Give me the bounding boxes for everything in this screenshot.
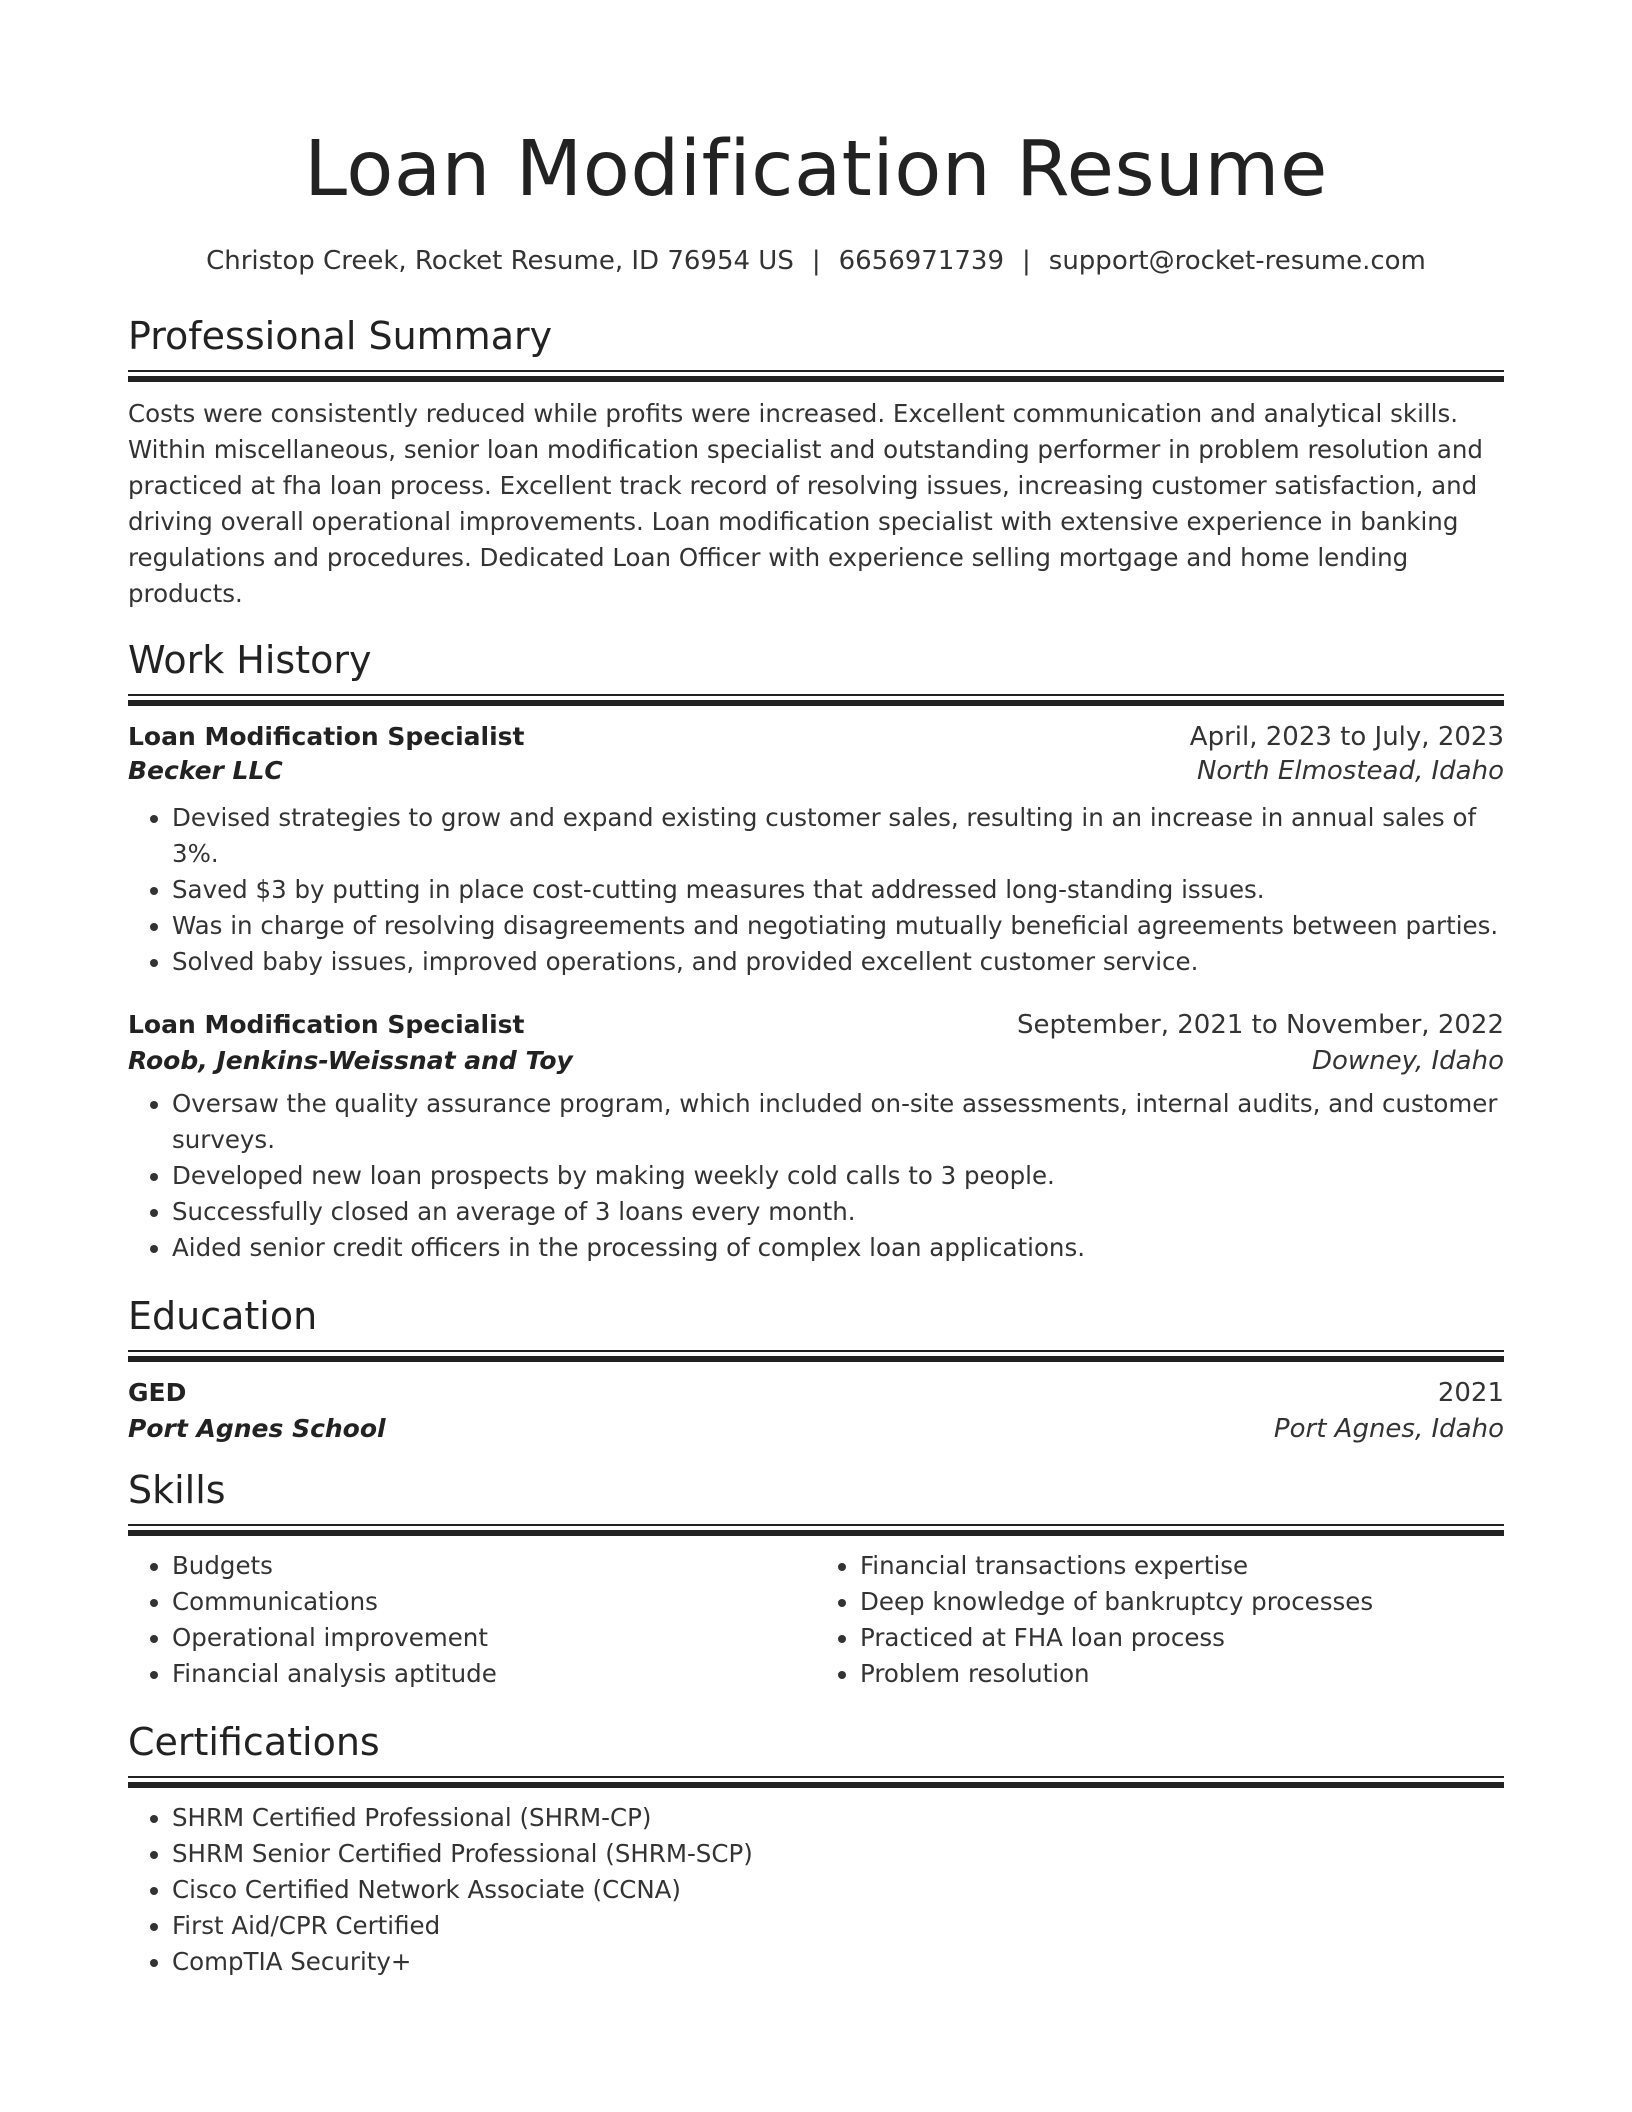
list-item: • Problem resolution	[860, 1656, 1504, 1692]
section-divider	[128, 1350, 1504, 1362]
list-item: • Was in charge of resolving disagreements and negotiating mutually beneficial agreements between parties.	[172, 908, 1504, 944]
education-location: Port Agnes, Idaho	[1273, 1414, 1504, 1444]
skills-columns	[128, 1548, 1504, 1692]
section-heading-skills: Skills	[128, 1468, 226, 1512]
skills-list-right	[816, 1548, 1504, 1692]
skills-list-left	[128, 1548, 816, 1692]
list-item: • Cisco Certified Network Associate (CCNA)	[172, 1872, 1504, 1908]
section-heading-work: Work History	[128, 638, 372, 682]
education-degree: GED	[128, 1378, 187, 1407]
job-dates: April, 2023 to July, 2023	[1189, 722, 1504, 752]
list-item: • Budgets	[172, 1548, 816, 1584]
work-history-section	[128, 636, 1504, 1266]
job-location: North Elmostead, Idaho	[1196, 756, 1504, 786]
job-dates: September, 2021 to November, 2022	[1017, 1010, 1504, 1040]
list-item: • CompTIA Security+	[172, 1944, 1504, 1980]
section-divider	[128, 694, 1504, 706]
contact-phone: 6656971739	[838, 246, 1005, 276]
list-item: • Saved $3 by putting in place cost-cutting measures that addressed long-standing issues.	[172, 872, 1504, 908]
list-item: • Developed new loan prospects by making weekly cold calls to 3 people.	[172, 1158, 1504, 1194]
job-entry	[128, 722, 1504, 980]
list-item: • Devised strategies to grow and expand existing customer sales, resulting in an increase in annual sales of 3%.	[172, 800, 1504, 872]
summary-section	[128, 312, 1504, 612]
list-item: • Deep knowledge of bankruptcy processes	[860, 1584, 1504, 1620]
contact-address: Christop Creek, Rocket Resume, ID 76954 US	[206, 246, 794, 276]
job-header-row	[128, 722, 1504, 752]
job-company: Becker LLC	[128, 756, 283, 785]
certifications-section	[128, 1718, 1504, 1980]
list-item: • SHRM Senior Certified Professional (SHRM-SCP)	[172, 1836, 1504, 1872]
job-bullet-list	[128, 800, 1504, 980]
job-company-row	[128, 756, 1504, 786]
section-divider	[128, 370, 1504, 382]
contact-email: support@rocket-resume.com	[1048, 246, 1426, 276]
section-heading-education: Education	[128, 1294, 318, 1338]
section-divider	[128, 1524, 1504, 1536]
contact-line	[128, 244, 1504, 278]
education-section	[128, 1292, 1504, 1444]
section-heading-certifications: Certifications	[128, 1720, 380, 1764]
section-divider	[128, 1776, 1504, 1788]
resume-title: Loan Modification Resume	[304, 125, 1328, 214]
certifications-list	[128, 1800, 1504, 1980]
contact-separator: |	[811, 246, 821, 276]
job-company-row	[128, 1046, 1504, 1076]
job-entry	[128, 1010, 1504, 1266]
education-school-row	[128, 1414, 1504, 1444]
skills-section	[128, 1466, 1504, 1692]
list-item: • Successfully closed an average of 3 loans every month.	[172, 1194, 1504, 1230]
list-item: • Communications	[172, 1584, 816, 1620]
job-company: Roob, Jenkins-Weissnat and Toy	[128, 1046, 573, 1075]
education-year: 2021	[1437, 1378, 1504, 1408]
list-item: • SHRM Certified Professional (SHRM-CP)	[172, 1800, 1504, 1836]
list-item: • Financial transactions expertise	[860, 1548, 1504, 1584]
job-header-row	[128, 1010, 1504, 1040]
contact-separator: |	[1022, 246, 1031, 276]
job-location: Downey, Idaho	[1311, 1046, 1504, 1076]
list-item: • Financial analysis aptitude	[172, 1656, 816, 1692]
list-item: • Practiced at FHA loan process	[860, 1620, 1504, 1656]
job-bullet-list	[128, 1086, 1504, 1266]
education-header-row	[128, 1378, 1504, 1408]
list-item: • Operational improvement	[172, 1620, 816, 1656]
list-item: • Solved baby issues, improved operations, and provided excellent customer service.	[172, 944, 1504, 980]
section-heading-summary: Professional Summary	[128, 314, 553, 358]
summary-text: Costs were consistently reduced while profits were increased. Excellent communication and analytical skills. Within miscellaneous, senior loan modification specialist and outstanding performer in problem resolution and practiced at fha loan process. Excellent track record of resolving issues, increasing customer satisfaction, and driving overall operational improvements. Loan modification specialist with extensive experience in banking regulations and procedures. Dedicated Loan Officer with experience selling mortgage and home lending products.	[128, 399, 1483, 608]
list-item: • Aided senior credit officers in the processing of complex loan applications.	[172, 1230, 1504, 1266]
education-school: Port Agnes School	[128, 1414, 386, 1443]
list-item: • Oversaw the quality assurance program, which included on-site assessments, internal audits, and customer surveys.	[172, 1086, 1504, 1158]
list-item: • First Aid/CPR Certified	[172, 1908, 1504, 1944]
job-title: Loan Modification Specialist	[128, 1010, 525, 1039]
job-title: Loan Modification Specialist	[128, 722, 525, 751]
